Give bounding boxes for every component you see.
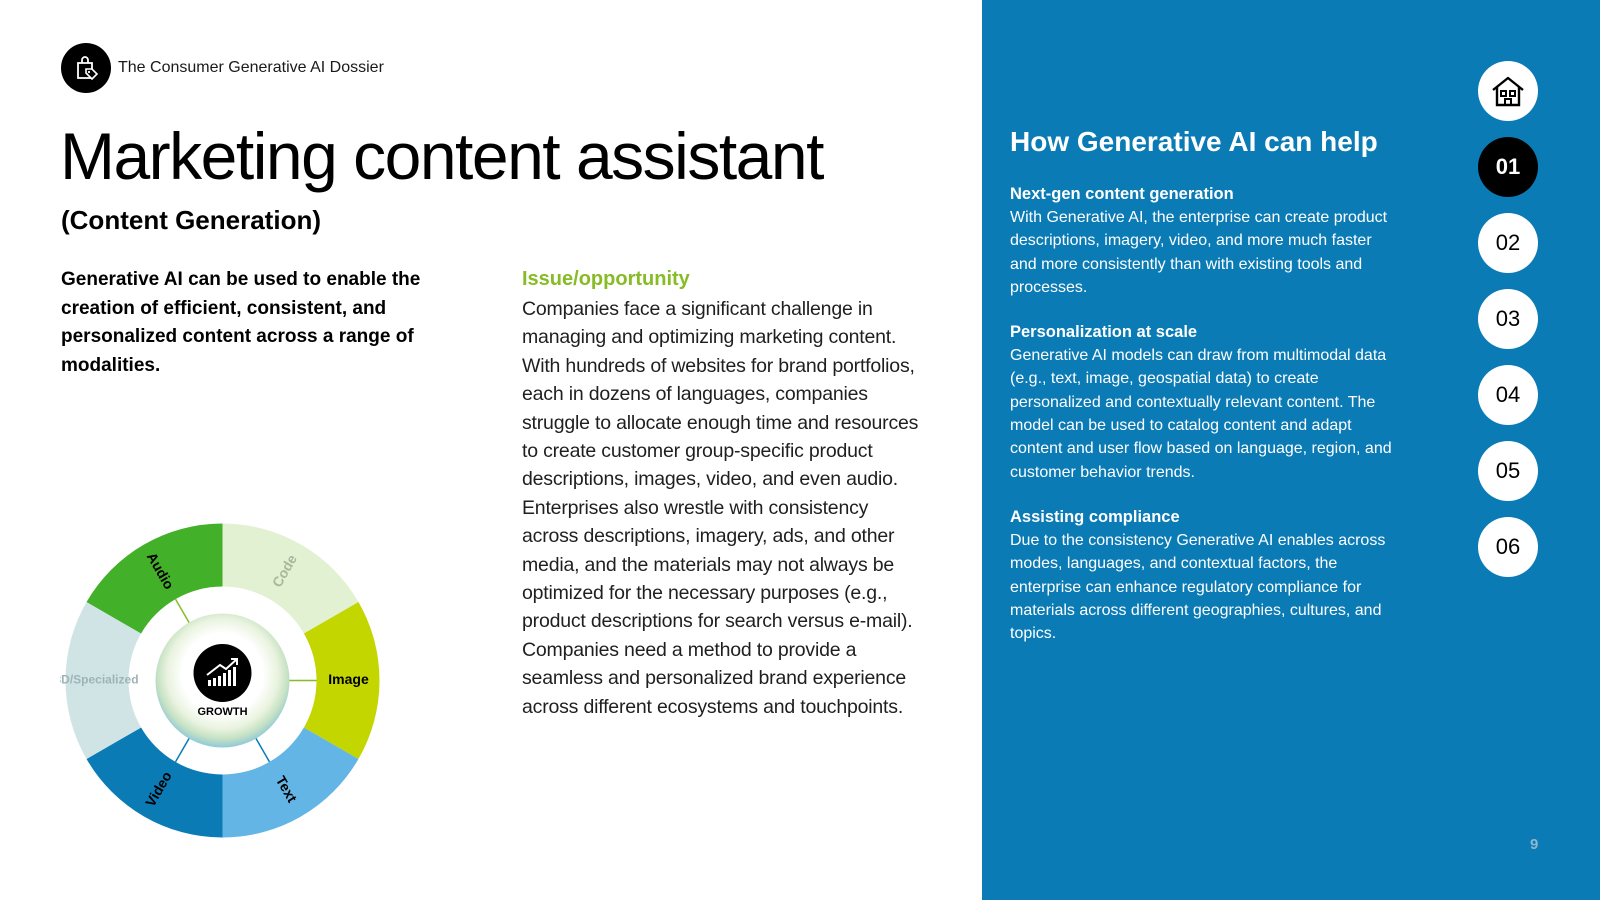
nav-section-02[interactable]: 02 xyxy=(1478,213,1538,273)
section-nav xyxy=(1478,61,1538,593)
help-list xyxy=(1010,183,1395,667)
nav-section-01[interactable]: 01 xyxy=(1478,137,1538,197)
nav-section-05[interactable]: 05 xyxy=(1478,441,1538,501)
dossier-title: The Consumer Generative AI Dossier xyxy=(118,59,384,76)
help-item-body: With Generative AI, the enterprise can create product descriptions, imagery, video, and more much faster and more consistently than with existing tools and processes. xyxy=(1010,209,1388,296)
nav-section-04[interactable]: 04 xyxy=(1478,365,1538,425)
growth-label: GROWTH xyxy=(197,706,248,718)
page-title: Marketing content assistant xyxy=(60,119,823,193)
page-subtitle: (Content Generation) xyxy=(61,205,321,235)
nav-section-06[interactable]: 06 xyxy=(1478,517,1538,577)
modality-wheel xyxy=(60,518,385,843)
intro-text: Generative AI can be used to enable the creation of efficient, consistent, and personalized content across a range of modalities. xyxy=(61,269,421,376)
help-item-title: Next-gen content generation xyxy=(1010,185,1234,203)
segment-label: Code xyxy=(268,551,301,590)
header xyxy=(61,43,384,93)
shopping-bag-tag-icon xyxy=(61,43,111,93)
issue-heading: Issue/opportunity xyxy=(522,268,690,290)
segment-label: 3D/Specialized xyxy=(60,672,139,687)
help-item-content-generation xyxy=(1010,183,1395,299)
segment-label: Video xyxy=(141,768,175,810)
help-item-compliance xyxy=(1010,506,1395,645)
help-item-body: Due to the consistency Generative AI enables across modes, languages, and contextual factors, the enterprise can enhance regulatory compliance for materials across different geographies, cultures, and topics. xyxy=(1010,531,1386,643)
segment-label: Audio xyxy=(143,549,178,592)
segment-label: Image xyxy=(328,671,369,688)
issue-body: Companies face a significant challenge in managing and optimizing marketing content. With hundreds of websites for brand portfolios, each in dozens of languages, companies struggle to allocate enough time and resources to create customer group-specific product descriptions, images, video, and even audio. Enterprises also wrestle with consistency across descriptions, imagery, ads, and other media, and the materials may not always be optimized for the necessary purposes (e.g., product descriptions for search versus e-mail). Companies need a method to provide a seamless and personalized brand experience across different ecosystems and touchpoints. xyxy=(522,298,919,718)
help-item-body: Generative AI models can draw from multimodal data (e.g., text, image, geospatial data) to create personalized and contextually relevant content. The model can be used to catalog content and adapt content and user flow based on language, region, and customer behavior trends. xyxy=(1010,347,1392,481)
home-button[interactable] xyxy=(1478,61,1538,121)
help-item-personalization xyxy=(1010,321,1395,484)
growth-chart-icon xyxy=(194,644,252,702)
page-number: 9 xyxy=(1530,836,1539,853)
help-item-title: Personalization at scale xyxy=(1010,323,1198,342)
home-icon xyxy=(1490,74,1526,108)
modality-wheel-svg xyxy=(60,518,385,843)
help-item-title: Assisting compliance xyxy=(1010,507,1180,526)
nav-section-03[interactable]: 03 xyxy=(1478,289,1538,349)
segment-label: Text xyxy=(272,772,301,805)
help-panel xyxy=(982,0,1600,900)
help-title: How Generative AI can help xyxy=(1010,126,1378,157)
